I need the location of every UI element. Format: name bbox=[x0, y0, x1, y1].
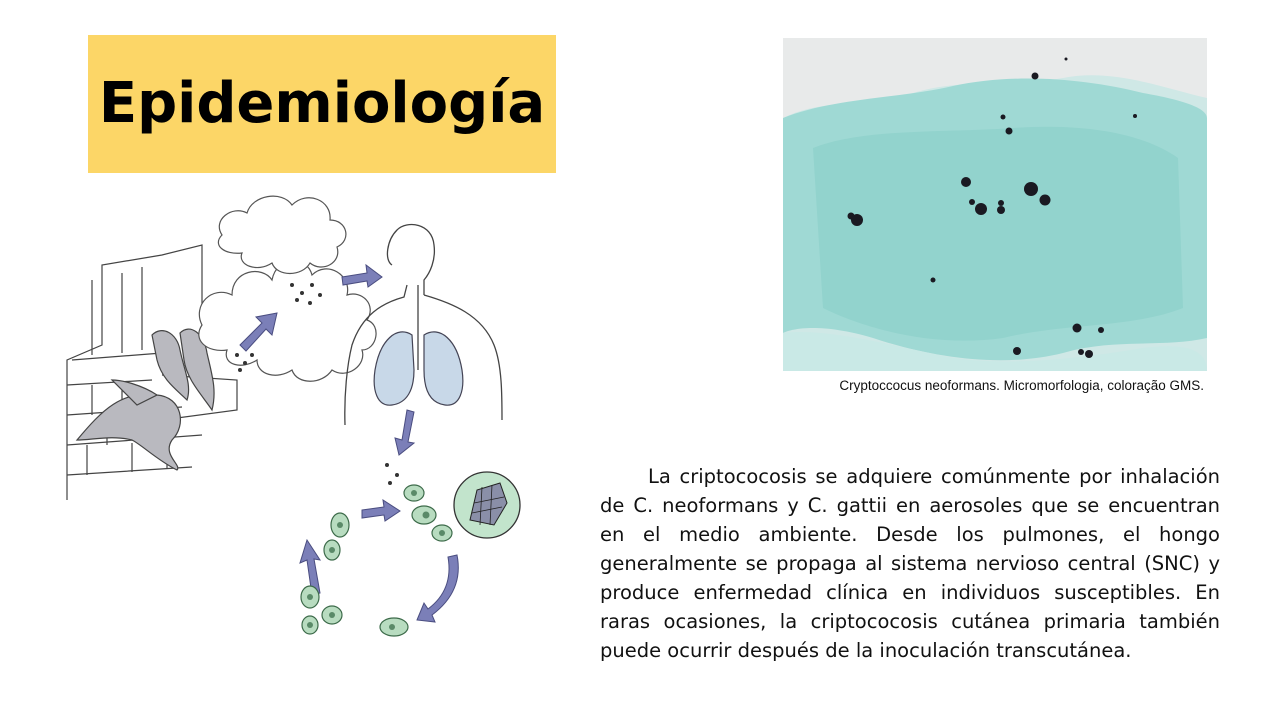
transmission-cycle-illustration bbox=[62, 185, 532, 645]
body-paragraph: La criptococosis se adquiere comúnmente por inhalación de C. neoformans y C. gattii en aerosoles que se encuentran en el medio ambiente. Desde los pulmones, el hongo generalmente se propaga al sistema nervioso central (SNC) y produce enfermedad clínica en individuos susceptibles. En raras ocasiones, la criptococosis cutánea primaria también puede ocurrir después de la inoculación transcutánea. bbox=[600, 465, 1220, 662]
magnified-cell-icon bbox=[454, 472, 520, 538]
image-caption: Cryptoccocus neoformans. Micromorfologia, coloração GMS. bbox=[839, 378, 1204, 393]
slide-title: Epidemiología bbox=[98, 71, 546, 136]
title-box bbox=[88, 35, 556, 173]
pigeon-icon bbox=[77, 329, 214, 470]
microscopy-image bbox=[783, 38, 1207, 371]
